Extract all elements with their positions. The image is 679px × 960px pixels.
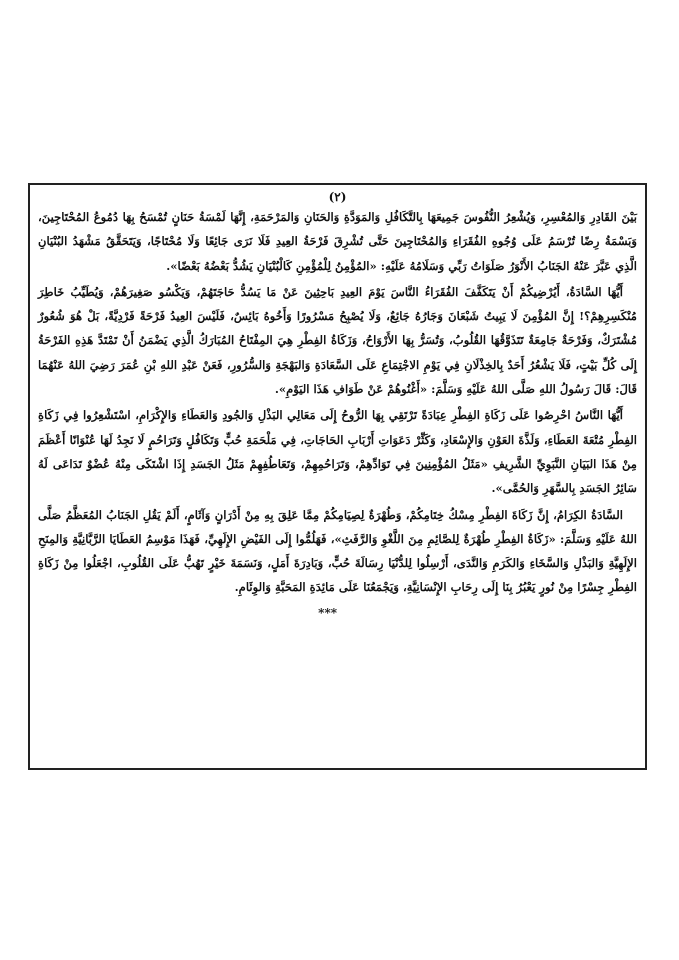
paragraph-2: أَيُّهَا السَّادَةُ، أَيُرْضِيكُمْ أَنْ يَتَكَفَّفَ الفُقَرَاءُ النَّاسَ يَوْمَ العِيدِ بَاحِثِينَ عَنْ مَا يَسُدُّ حَاجَتَهُمْ، وَيَكْسُو صَغِيرَهُمْ، وَيُطَيِّبُ خَاطِرَ مُنْكَسِرِهِمْ؟! إِنَّ المُؤْمِنَ لَا يَبِيتُ شَبْعَانَ وَجَارُهُ جَائِعٌ، وَلَا يُصْبِحُ مَسْرُورًا وَأَخُوهُ بَائِسٌ، فَلَيْسَ العِيدُ فَرْحَةً فَرْدِيَّةً، بَلْ هُوَ شُعُورٌ مُشْتَرَكٌ، وَفَرْحَةٌ جَامِعَةٌ تَتَذَوَّقُهَا القُلُوبُ، وَتُسَرُّ بِهَا الأَرْوَاحُ، وَزَكَاةُ الفِطْرِ هِيَ المِفْتَاحُ المُبَارَكُ الَّذِي يَضْمَنُ أَنْ تَمْتَدَّ هَذِهِ الفَرْحَةُ إِلَى كُلِّ بَيْتٍ، فَلَا يَشْعُرُ أَحَدٌ بِالخِذْلَانِ فِي يَوْمِ الاجْتِمَاعِ عَلَى السَّعَادَةِ وَالبَهْجَةِ وَالسُّرُورِ، فَعَنْ عَبْدِ اللهِ بْنِ عُمَرَ رَضِيَ اللهُ عَنْهُمَا قَالَ: قَالَ رَسُولُ اللهِ صَلَّى اللهُ عَلَيْهِ وَسَلَّمَ: «أَغْنُوهُمْ عَنْ طَوَافِ هَذَا اليَوْمِ». bbox=[38, 284, 637, 397]
page-number: (٢) bbox=[328, 190, 347, 204]
paragraph-1: بَيْنَ القَادِرِ وَالمُعْسِرِ، وَيُشْعِرُ النُّفُوسَ جَمِيعَهَا بِالتَّكَافُلِ وَالمَوَدَّةِ وَالحَنَانِ وَالمَرْحَمَةِ، إِنَّهَا لَمْسَةُ حَنَانٍ تُمْسَحُ بِهَا دُمُوعُ المُحْتَاجِينَ، وَبَسْمَةُ رِضًا تُرْسَمُ عَلَى وُجُوهِ الفُقَرَاءِ وَالمُحْتَاجِينَ حَتَّى تُشْرِقَ فَرْحَةُ العِيدِ فَلَا نَرَى جَائِعًا وَلَا مُحْتَاجًا، وَيَتَحَقَّقُ مَشْهَدُ البُنْيَانِ الَّذِي عَبَّرَ عَنْهُ الجَنَابُ الأَنْوَرُ صَلَوَاتُ رَبِّي وَسَلَامُهُ عَلَيْهِ: «المُؤْمِنُ لِلْمُؤْمِنِ كَالْبُنْيَانِ يَشُدُّ بَعْضُهُ بَعْضًا». bbox=[38, 210, 637, 273]
content-area bbox=[38, 189, 637, 760]
content-frame bbox=[28, 183, 647, 770]
end-mark: *** bbox=[318, 605, 337, 620]
paragraph-4: السَّادَةُ الكِرَامُ، إِنَّ زَكَاةَ الفِطْرِ مِسْكُ خِتَامِكُمْ، وَطُهْرَةٌ لِصِيَامِكُمْ مِمَّا عَلِقَ بِهِ مِنْ أَدْرَانٍ وَآثَامٍ، أَلَمْ يَقُلِ الجَنَابُ المُعَظَّمُ صَلَّى اللهُ عَلَيْهِ وَسَلَّمَ: «زَكَاةُ الفِطْرِ طُهْرَةٌ لِلصَّائِمِ مِنَ اللَّغْوِ وَالرَّفَثِ»، فَهَلُمُّوا إِلَى الفَيْضِ الإِلَهِيِّ، فَهَذَا مَوْسِمُ العَطَايَا الرَّبَّانِيَّةِ وَالمِنَحِ الإِلَهِيَّةِ وَالبَذْلِ وَالسَّخَاءِ وَالكَرَمِ وَالنَّدَى، أَرْسِلُوا لِلدُّنْيَا رِسَالَةَ حُبٍّ، وَبَادِرَةَ أَمَلٍ، وَنَسَمَةَ خَيْرٍ تَهُبُّ عَلَى القُلُوبِ، اجْعَلُوا مِنْ زَكَاةِ الفِطْرِ جِسْرًا مِنْ نُورٍ يَعْبُرُ بِنَا إِلَى رِحَابِ الإِنْسَانِيَّةِ، وَيَجْمَعُنَا عَلَى مَائِدَةِ المَحَبَّةِ وَالوِئَامِ. bbox=[38, 507, 637, 595]
paragraph-3: أَيُّهَا النَّاسُ احْرِصُوا عَلَى زَكَاةِ الفِطْرِ عِبَادَةً تَرْتَقِي بِهَا الرُّوحُ إِلَى مَعَالِي البَذْلِ وَالجُودِ وَالعَطَاءِ وَالإِكْرَامِ، اسْتَشْعِرُوا فِي زَكَاةِ الفِطْرِ مُتْعَةَ العَطَاءِ، وَلَذَّةَ العَوْنِ وَالإِسْعَادِ، وَكَثِّرْ دَعَوَاتِ أَرْبَابِ الحَاجَاتِ، فِي مَلْحَمَةِ حُبٍّ وَتَكَافُلٍ وَتَرَاحُمٍ لَا نَجِدُ لَهَا عُنْوَانًا أَعْظَمَ مِنْ هَذَا البَيَانِ النَّبَوِيِّ الشَّرِيفِ «مَثَلُ المُؤْمِنِينَ فِي تَوَادِّهِمْ، وَتَرَاحُمِهِمْ، وَتَعَاطُفِهِمْ مَثَلُ الجَسَدِ إِذَا اشْتَكَى مِنْهُ عُضْوٌ تَدَاعَى لَهُ سَائِرُ الجَسَدِ بِالسَّهَرِ وَالحُمَّى». bbox=[38, 408, 637, 496]
